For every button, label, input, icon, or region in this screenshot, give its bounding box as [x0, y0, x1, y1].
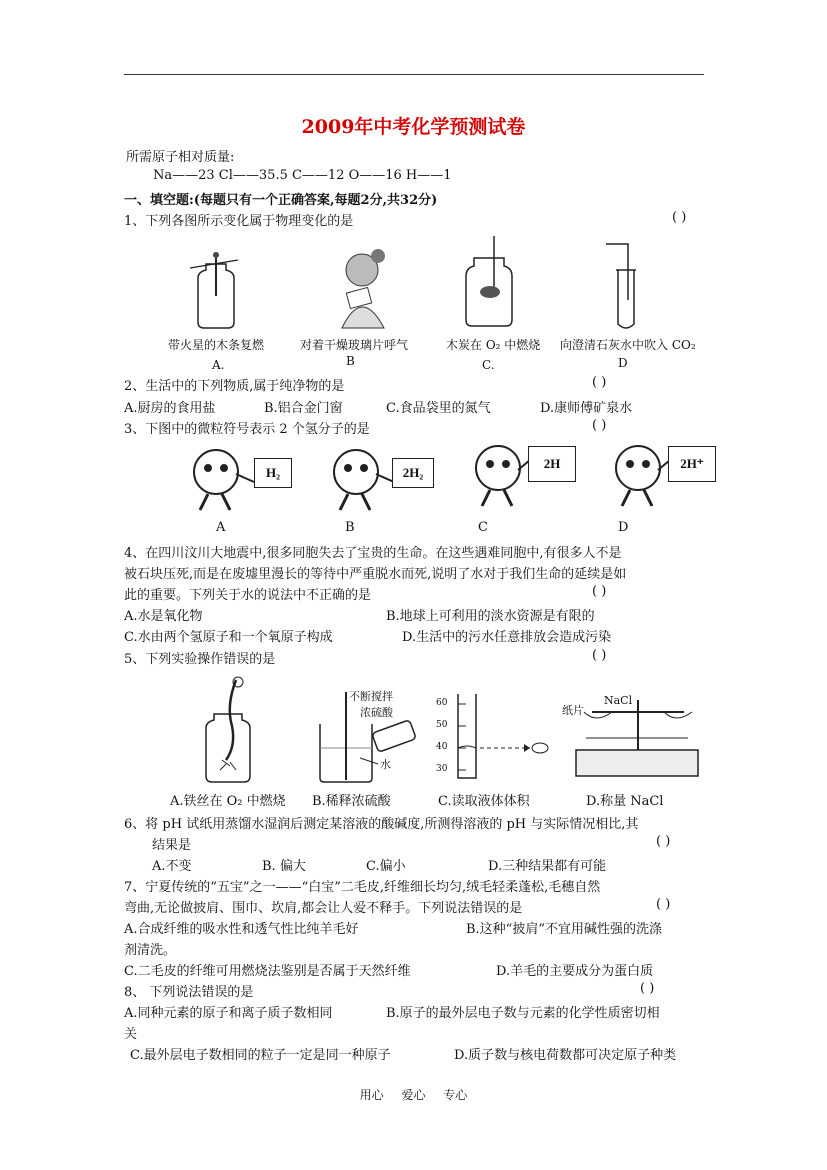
q5-tick-50: 50 [436, 720, 448, 730]
q7-option-c: C.二毛皮的纤维可用燃烧法鉴别是否属于天然纤维 [124, 964, 411, 979]
q5-caption-a: A.铁丝在 O₂ 中燃烧 [170, 794, 286, 809]
q2-option-d: D.康师傅矿泉水 [540, 401, 633, 416]
q6-line-1: 6、将 pH 试纸用蒸馏水湿润后测定某溶液的酸碱度,所测得溶液的 pH 与实际情况相比,其 [124, 817, 639, 832]
q2-option-b: B.铝合金门窗 [264, 401, 343, 416]
q5-caption-b: B.稀释浓硫酸 [312, 794, 391, 809]
page-footer: 用心 爱心 专心 [359, 1088, 468, 1102]
q6-option-a: A.不变 [152, 859, 192, 874]
q4-option-a: A.水是氧化物 [124, 609, 203, 624]
q4-option-b: B.地球上可利用的淡水资源是有限的 [386, 609, 595, 624]
q6-answer-paren: ( ) [656, 834, 671, 849]
q8-option-a: A.同种元素的原子和离子质子数相同 [124, 1006, 333, 1021]
q8-stem: 8、 下列说法错误的是 [124, 985, 254, 1000]
q5-label-paper: 纸片 [562, 704, 584, 717]
q7-line-2: 弯曲,无论做披肩、围巾、坎肩,都会让人爱不释手。下列说法错误的是 [124, 901, 523, 916]
q3-letter-a: A [216, 520, 226, 535]
q4-option-c: C.水由两个氢原子和一个氧原子构成 [124, 630, 333, 645]
q3-stem: 3、下图中的微粒符号表示 2 个氢分子的是 [124, 422, 370, 437]
q8-option-c: C.最外层电子数相同的粒子一定是同一种原子 [130, 1048, 391, 1063]
q5-answer-paren: ( ) [592, 648, 607, 663]
q6-option-c: C.偏小 [366, 859, 406, 874]
q3-box-d: 2H⁺ [668, 446, 716, 482]
q1-letter-d: D [618, 356, 628, 370]
q1-letter-c: C. [482, 358, 495, 372]
atomic-mass-values: Na——23 Cl——35.5 C——12 O——16 H——1 [153, 168, 452, 183]
q3-box-b: 2H₂ [392, 458, 434, 488]
q8-option-b-cont: 关 [124, 1027, 138, 1042]
q5-tick-60: 60 [436, 698, 448, 708]
q8-answer-paren: ( ) [640, 981, 655, 996]
q5-tick-40: 40 [436, 742, 448, 752]
q5-label-water: 水 [380, 758, 391, 771]
q2-option-c: C.食品袋里的氮气 [386, 401, 491, 416]
q7-option-a: A.合成纤维的吸水性和透气性比纯羊毛好 [124, 922, 359, 937]
q3-letter-c: C [478, 520, 488, 535]
q3-answer-paren: ( ) [592, 418, 607, 433]
q6-option-b: B. 偏大 [262, 859, 306, 874]
q3-box-a: H₂ [254, 458, 292, 488]
atomic-mass-label: 所需原子相对质量: [126, 150, 235, 165]
q5-label-acid: 浓硫酸 [360, 706, 393, 719]
q5-caption-d: D.称量 NaCl [586, 794, 664, 809]
q5-stem: 5、下列实验操作错误的是 [124, 652, 276, 667]
q7-answer-paren: ( ) [656, 897, 671, 912]
q3-letter-d: D [618, 520, 629, 535]
q6-option-d: D.三种结果都有可能 [488, 859, 607, 874]
q3-box-c: 2H [528, 446, 576, 482]
q6-line-2: 结果是 [152, 838, 192, 853]
q1-letter-b: B [346, 354, 355, 368]
q7-option-b: B.这种“披肩”不宜用碱性强的洗涤 [466, 922, 662, 937]
page-title: 2009年中考化学预测试卷 [301, 116, 526, 138]
q5-caption-c: C.读取液体体积 [438, 794, 530, 809]
q2-option-a: A.厨房的食用盐 [124, 401, 216, 416]
q5-tick-30: 30 [436, 764, 448, 774]
q7-option-b-cont: 剂清洗。 [124, 943, 177, 958]
q8-option-b: B.原子的最外层电子数与元素的化学性质密切相 [386, 1006, 660, 1021]
q3-letter-b: B [345, 520, 355, 535]
q4-line-3: 此的重要。下列关于水的说法中不正确的是 [124, 588, 372, 603]
q2-stem: 2、生活中的下列物质,属于纯净物的是 [124, 379, 345, 394]
q4-answer-paren: ( ) [592, 584, 607, 599]
q1-caption-b: 对着干燥玻璃片呼气 [300, 338, 409, 352]
q2-answer-paren: ( ) [592, 375, 607, 390]
q7-option-d: D.羊毛的主要成分为蛋白质 [496, 964, 654, 979]
q1-caption-a: 带火星的木条复燃 [168, 338, 265, 352]
q1-stem: 1、下列各图所示变化属于物理变化的是 [124, 214, 354, 229]
q4-option-d: D.生活中的污水任意排放会造成污染 [402, 630, 612, 645]
q4-line-2: 被石块压死,而是在废墟里漫长的等待中严重脱水而死,说明了水对于我们生命的延续是如 [124, 567, 627, 582]
q7-line-1: 7、宁夏传统的“五宝”之一——“白宝”二毛皮,纤维细长均匀,绒毛轻柔蓬松,毛穗自然 [124, 880, 601, 895]
top-rule [124, 74, 704, 75]
q5-label-nacl: NaCl [604, 694, 633, 707]
q4-line-1: 4、在四川汶川大地震中,很多同胞失去了宝贵的生命。在这些遇难同胞中,有很多人不是 [124, 546, 622, 561]
q5-label-stir: 不断搅拌 [349, 690, 393, 703]
q1-caption-c: 木炭在 O₂ 中燃烧 [446, 338, 541, 352]
q1-caption-d: 向澄清石灰水中吹入 CO₂ [560, 338, 696, 352]
q1-answer-paren: ( ) [672, 210, 687, 225]
q8-option-d: D.质子数与核电荷数都可决定原子种类 [454, 1048, 677, 1063]
section-heading: 一、填空题:(每题只有一个正确答案,每题2分,共32分) [124, 193, 438, 208]
q1-letter-a: A. [212, 358, 225, 372]
